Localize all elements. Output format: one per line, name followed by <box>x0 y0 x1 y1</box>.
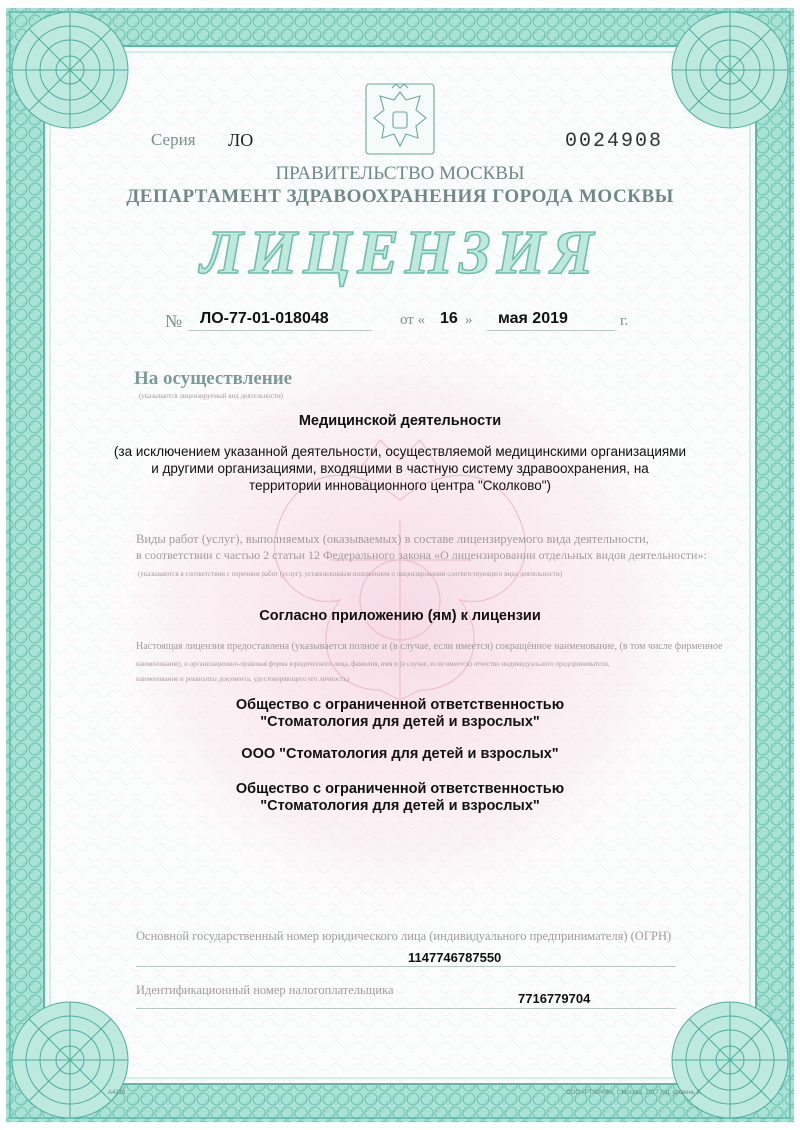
exclusion-line-1: (за исключением указанной деятельности, осуществляемой медицинскими организациями <box>113 444 687 459</box>
form-code: А4238 <box>108 1090 126 1096</box>
exclusion-line-3: территории инновационного центра "Сколково") <box>248 478 552 493</box>
full-name-line-2: "Стоматология для детей и взрослых" <box>260 714 540 730</box>
works-line-2: в соответствии с частью 2 статьи 12 Федерального закона «О лицензировании отдельных видов деятельности»: <box>136 548 707 562</box>
full-name-line-1: Общество с ограниченной ответственностью <box>235 697 565 713</box>
series-value: ЛО <box>228 130 254 150</box>
purpose-label: На осуществление <box>134 368 293 389</box>
brand-name-line-2: "Стоматология для детей и взрослых" <box>260 798 540 814</box>
license-year-suffix: г. <box>620 313 629 329</box>
works-line-1: Виды работ (услуг), выполняемых (оказываемых) в составе лицензируемого вида деятельности, <box>136 532 649 546</box>
inn-label: Идентификационный номер налогоплательщика <box>136 983 394 997</box>
works-value: Согласно приложению (ям) к лицензии <box>259 608 541 624</box>
issued-to-line-2: наименование), и организационно-правовая форма юридического лица, фамилия, имя и (в случае, если имеется) отчество индивидуального предпринимателя, <box>136 660 610 668</box>
works-note: (указываются в соответствии с перечнем работ (услуг), установленным положением о лицензировании соответствующего вида деятельности) <box>138 570 563 578</box>
ogrn-value: 1147746787550 <box>408 950 502 965</box>
short-name: ООО "Стоматология для детей и взрослых" <box>241 746 559 762</box>
series-label: Серия <box>151 130 196 149</box>
printer-info: ООО «РТЧ/РАФ», г. Москва, 2017 год, уровень Б <box>566 1090 701 1096</box>
government-name: ПРАВИТЕЛЬСТВО МОСКВЫ <box>275 163 525 184</box>
license-day-close: » <box>465 312 473 328</box>
blank-number: 0024908 <box>565 130 664 153</box>
activity-type: Медицинской деятельности <box>298 413 502 429</box>
license-number: ЛО-77-01-018048 <box>200 310 329 327</box>
license-month-year: мая 2019 <box>498 310 568 327</box>
exclusion-line-2: и другими организациями, входящими в частную систему здравоохранения, на <box>151 461 649 476</box>
license-day: 16 <box>440 310 458 327</box>
license-number-label: № <box>165 311 183 331</box>
purpose-note: (указывается лицензируемый вид деятельности) <box>139 392 284 400</box>
license-date-from: от « <box>400 312 426 328</box>
inn-value: 7716779704 <box>518 991 591 1006</box>
coat-of-arms-icon <box>366 84 434 154</box>
issued-to-line-3: наименование и реквизиты документа, удостоверяющего его личность) <box>136 675 349 683</box>
ogrn-label: Основной государственный номер юридического лица (индивидуального предпринимателя) (ОГРН) <box>136 929 672 943</box>
issued-to-line-1: Настоящая лицензия предоставлена (указывается полное и (в случае, если имеется) сокращённое наименование, (в том числе фирменное <box>136 641 723 652</box>
document-title: ЛИЦЕНЗИЯ <box>200 219 600 287</box>
brand-name-line-1: Общество с ограниченной ответственностью <box>235 781 565 797</box>
department-name: ДЕПАРТАМЕНТ ЗДРАВООХРАНЕНИЯ ГОРОДА МОСКВЫ <box>126 186 674 207</box>
